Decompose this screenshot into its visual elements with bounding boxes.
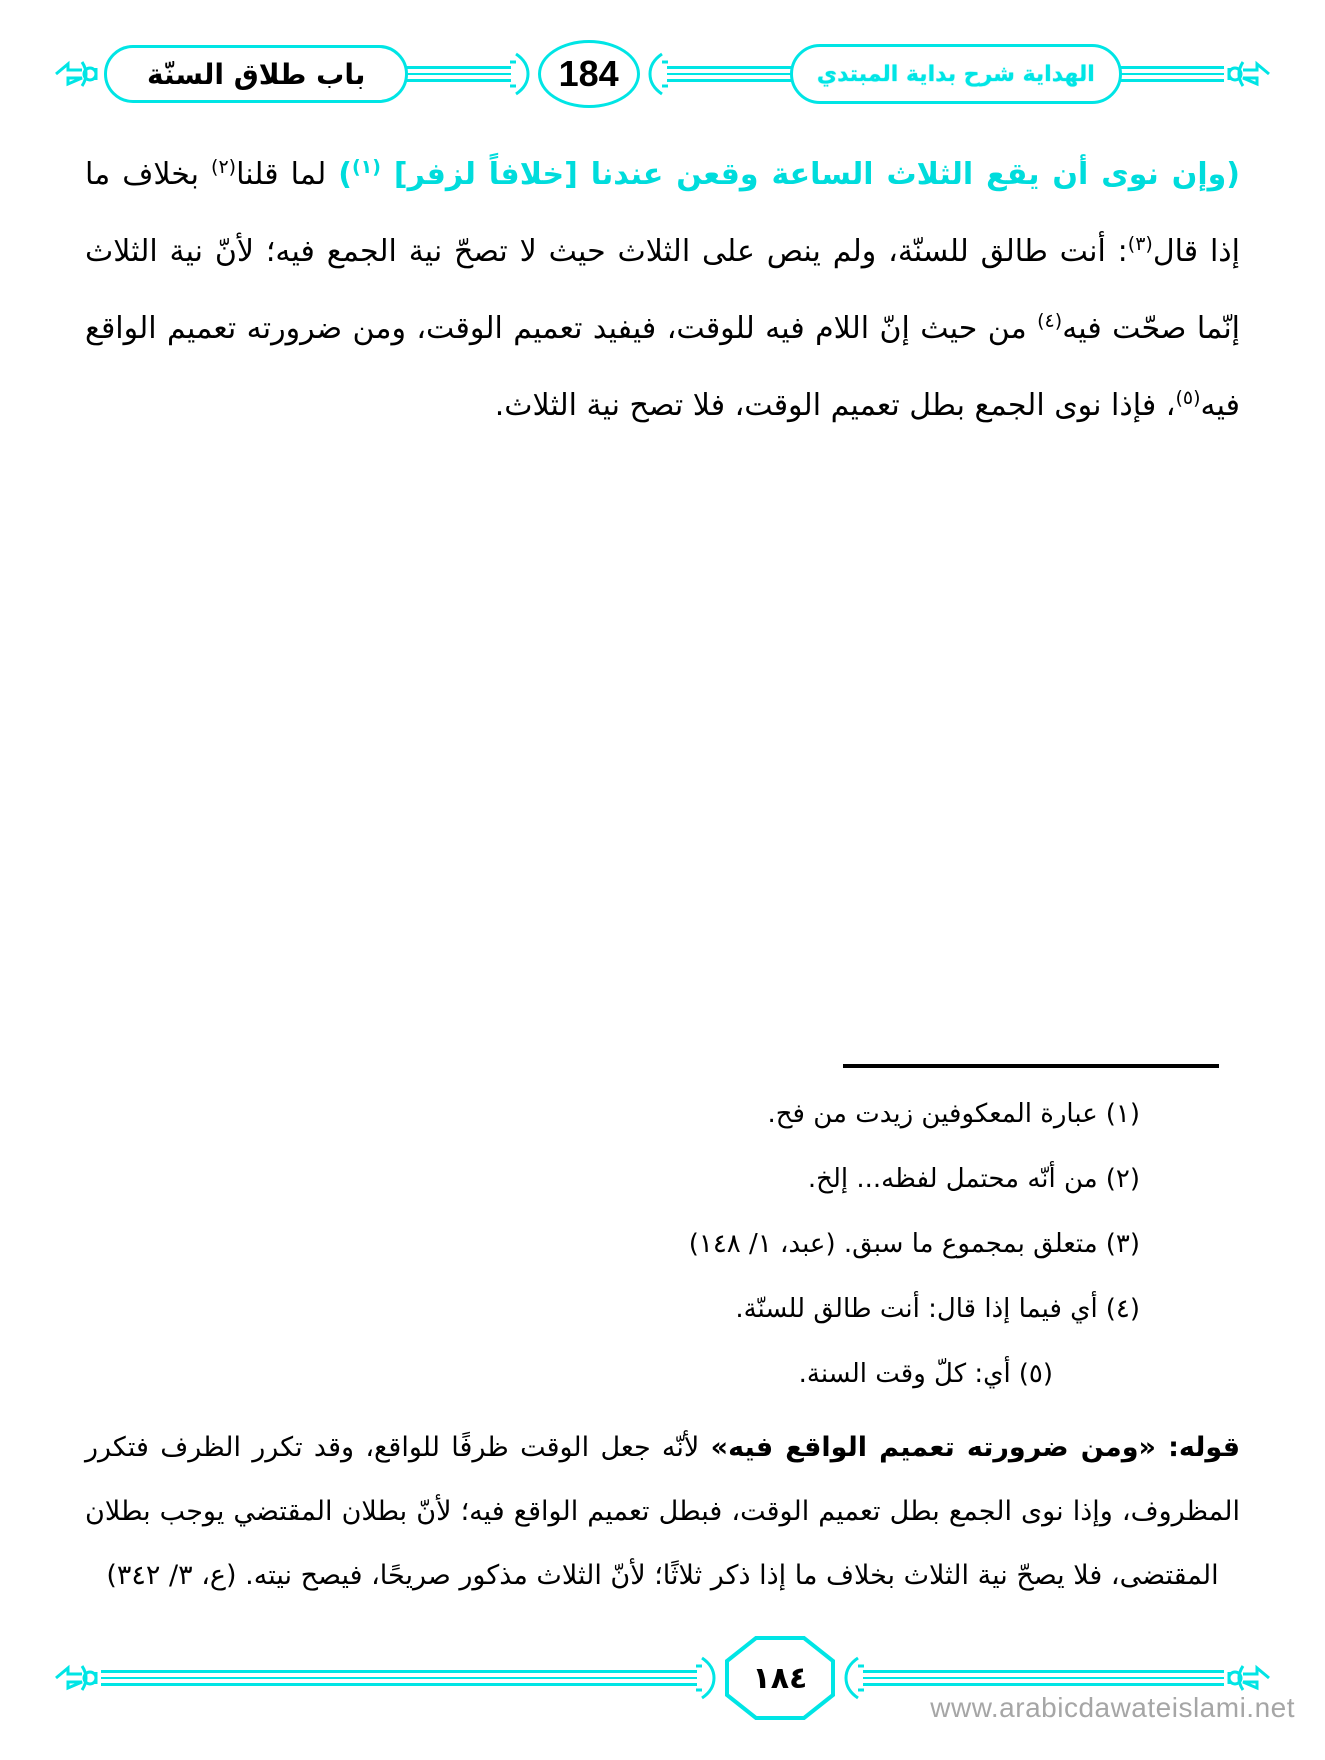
clamp-ornament-icon bbox=[836, 1654, 866, 1702]
body-run-4: من حيث إنّ اللام فيه للوقت، فيفيد تعميم الوقت، ومن ضرورته تعميم الواقع فيه bbox=[85, 311, 1240, 423]
footnote-separator-rule bbox=[843, 1064, 1219, 1068]
matn-highlighted-text: (وإن نوى أن يقع الثلاث الساعة وقعن عندنا [خلافاً لزفر] bbox=[380, 157, 1240, 192]
ornament-rod bbox=[1119, 66, 1224, 82]
footnote-1 bbox=[120, 1094, 1140, 1134]
footnote-1-text: عبارة المعكوفين زيدت من فح. bbox=[767, 1099, 1098, 1129]
page-number-medallion bbox=[724, 1635, 836, 1721]
commentary-paragraph bbox=[85, 1416, 1240, 1608]
footnote-2-text: من أنّه محتمل لفظه... إلخ. bbox=[807, 1164, 1098, 1194]
main-text-paragraph bbox=[85, 136, 1240, 444]
matn-closing-paren: ) bbox=[338, 157, 352, 192]
footnote-2-marker: (٢) bbox=[1105, 1164, 1140, 1194]
book-title-calligraphy: الهداية شرح بداية المبتدي bbox=[816, 61, 1095, 87]
footnote-ref-4: (٤) bbox=[1037, 310, 1063, 332]
right-arrow-finial-icon bbox=[1221, 52, 1273, 96]
body-run-5: ، فإذا نوى الجمع بطل تعميم الوقت، فلا تصح نية الثلاث. bbox=[494, 388, 1176, 423]
footnote-1-marker: (١) bbox=[1105, 1099, 1140, 1129]
footnote-4 bbox=[120, 1289, 1140, 1329]
chapter-title-capsule bbox=[104, 45, 408, 103]
left-arrow-finial-icon bbox=[52, 52, 104, 96]
book-title-capsule bbox=[790, 44, 1122, 104]
commentary-citation: (ع، ٣/ ٣٤٢) bbox=[106, 1560, 237, 1591]
ornament-rod bbox=[667, 66, 793, 82]
footnote-ref-1: (١) bbox=[351, 156, 381, 178]
ornament-rod bbox=[863, 1670, 1224, 1686]
footnote-4-text: أي فيما إذا قال: أنت طالق للسنّة. bbox=[735, 1294, 1098, 1324]
website-watermark: www.arabicdawateislami.net bbox=[930, 1692, 1295, 1723]
left-arrow-finial-icon bbox=[52, 1656, 104, 1700]
commentary-body-text: لأنّه جعل الوقت ظرفًا للواقع، وقد تكرر الظرف فتكرر المظروف، وإذا نوى الجمع بطل تعميم الوقت، فبطل تعميم الواقع فيه؛ لأنّ بطلان المقتضي يوجب بطلان المقتضى، فلا يصحّ نية الثلاث بخلاف ما إذا ذكر ثلاثًا؛ لأنّ الثلاث مذكور صريحًا، فيصح نيته. bbox=[85, 1432, 1240, 1591]
chapter-title: باب طلاق السنّة bbox=[147, 57, 366, 91]
body-run-1: لما قلنا bbox=[236, 157, 339, 192]
commentary-lead-word: قوله: bbox=[1168, 1432, 1240, 1463]
page-number-oval bbox=[538, 40, 640, 108]
footnote-5-marker: (٥) bbox=[1018, 1359, 1053, 1389]
clamp-ornament-icon bbox=[640, 50, 670, 98]
commentary-quoted-phrase: «ومن ضرورته تعميم الواقع فيه» bbox=[710, 1432, 1169, 1463]
page-number-western: 184 bbox=[558, 53, 619, 94]
clamp-ornament-icon bbox=[694, 1654, 724, 1702]
ornament-rod bbox=[405, 66, 510, 82]
footnote-ref-3: (٣) bbox=[1127, 233, 1153, 255]
ornament-rod bbox=[101, 1670, 697, 1686]
footnote-ref-2: (٢) bbox=[211, 156, 237, 178]
footnote-5-text: أي: كلّ وقت السنة. bbox=[798, 1359, 1011, 1389]
body-run-2: بخلاف ما إذا قال bbox=[85, 157, 1241, 269]
page-number-arabic: ١٨٤ bbox=[752, 1660, 808, 1696]
footnote-5 bbox=[120, 1354, 1053, 1394]
top-ornament-border bbox=[52, 40, 1273, 108]
footnote-ref-5: (٥) bbox=[1175, 387, 1201, 409]
footnotes-list bbox=[120, 1094, 1140, 1419]
footnote-2 bbox=[120, 1159, 1140, 1199]
clamp-ornament-icon bbox=[508, 50, 538, 98]
body-run-3: : أنت طالق للسنّة، ولم ينص على الثلاث حيث لا تصحّ نية الجمع فيه؛ لأنّ نية الثلاث إنّما صحّت فيه bbox=[85, 234, 1241, 346]
footnote-3-text: متعلق بمجموع ما سبق. (عبد، ١/ ١٤٨) bbox=[688, 1229, 1098, 1259]
footnote-3-marker: (٣) bbox=[1105, 1229, 1140, 1259]
footnote-3 bbox=[120, 1224, 1140, 1264]
footnote-4-marker: (٤) bbox=[1105, 1294, 1140, 1324]
